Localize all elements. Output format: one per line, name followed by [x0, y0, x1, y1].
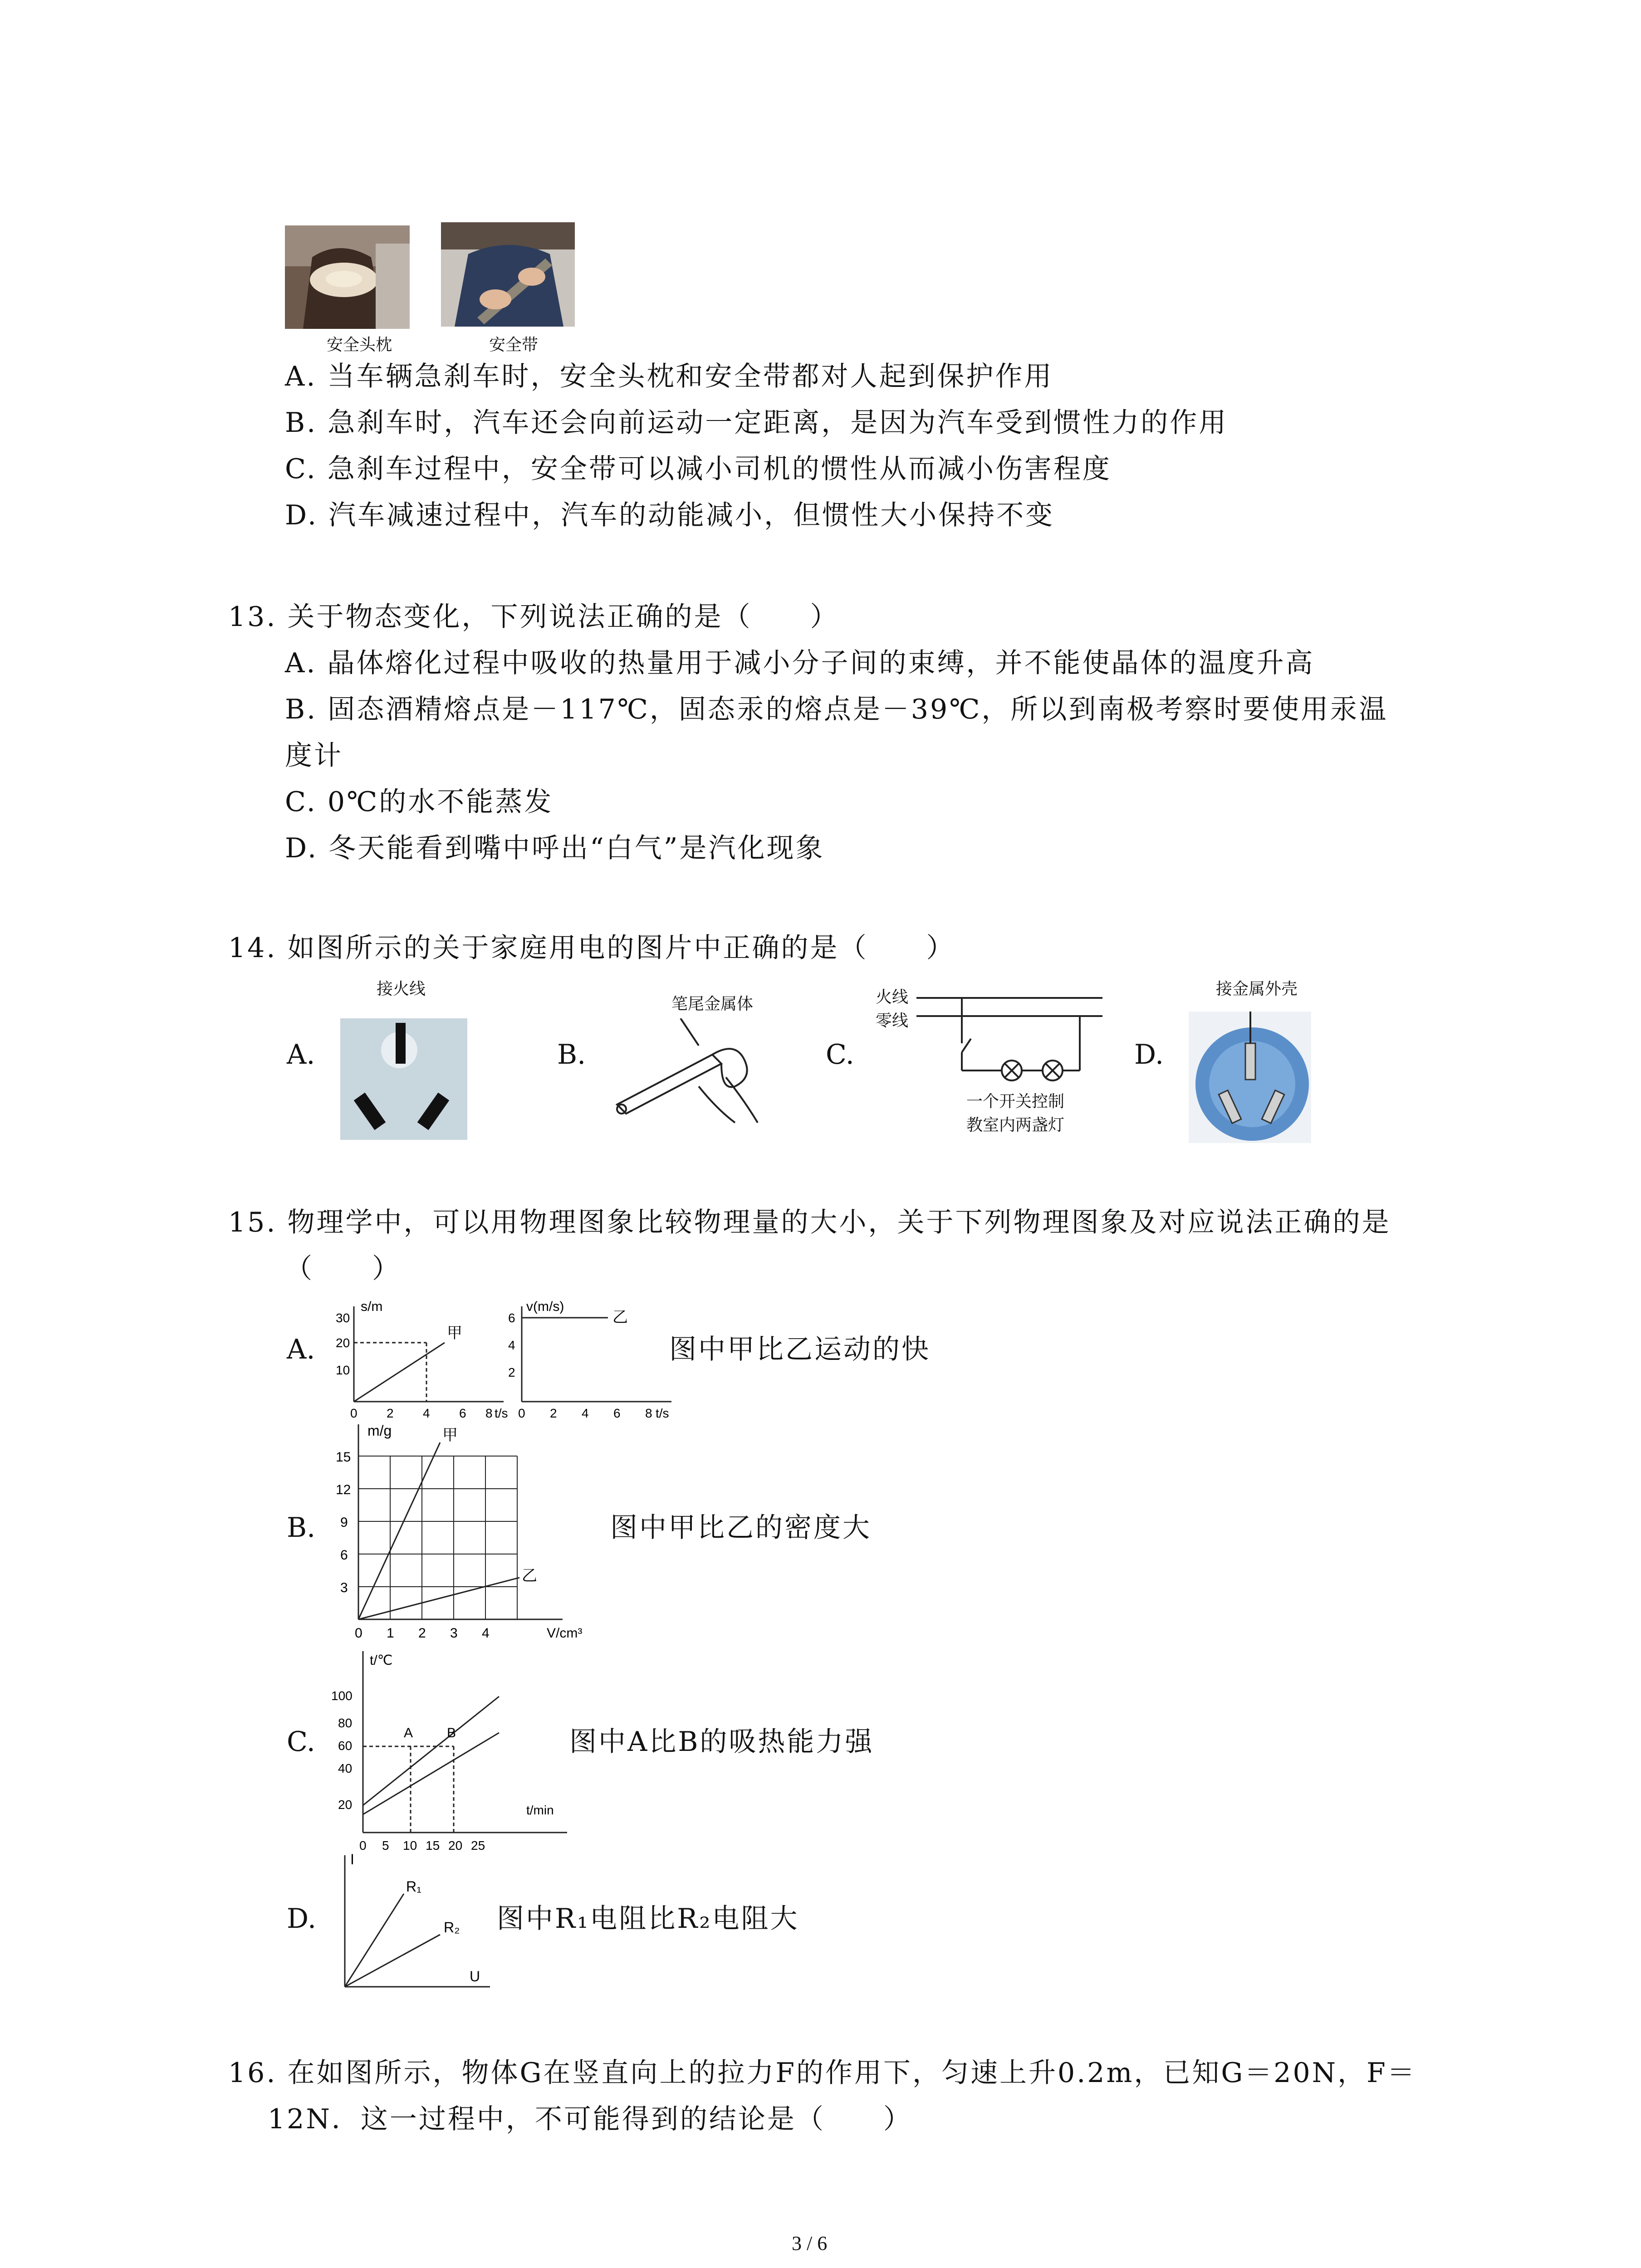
- q14-c-caption-1: 一个开关控制: [966, 1092, 1065, 1111]
- q15-c-series-b: B: [447, 1725, 456, 1740]
- q16-line-2: 12N．这一过程中，不可能得到的结论是（ ）: [268, 2103, 912, 2135]
- svg-text:0: 0: [355, 1626, 362, 1641]
- q15-a-label: A.: [287, 1334, 315, 1365]
- svg-text:8: 8: [645, 1406, 652, 1420]
- svg-text:6: 6: [340, 1548, 348, 1563]
- q14-d-caption: 接金属外壳: [1216, 980, 1298, 998]
- svg-text:10: 10: [403, 1838, 417, 1853]
- svg-text:80: 80: [338, 1716, 353, 1730]
- q15-b-text: 图中甲比乙的密度大: [610, 1512, 872, 1544]
- q15-stem: 15. 物理学中，可以用物理图象比较物理量的大小，关于下列物理图象及对应说法正确的是: [228, 1207, 1391, 1238]
- q13-option-d: D. 冬天能看到嘴中呼出“白气”是汽化现象: [285, 832, 825, 864]
- q15-b-ylabel: m/g: [367, 1422, 392, 1439]
- q15-c-ylabel: t/℃: [370, 1653, 393, 1668]
- q15-b-xlabel: V/cm³: [547, 1626, 583, 1641]
- svg-text:6: 6: [508, 1311, 515, 1325]
- q14-d-label: D.: [1134, 1039, 1164, 1070]
- svg-text:0: 0: [359, 1838, 367, 1853]
- q15-d-series1: R₁: [406, 1878, 421, 1895]
- q15-d-series2: R₂: [444, 1919, 460, 1936]
- svg-text:20: 20: [336, 1336, 350, 1350]
- svg-text:6: 6: [459, 1406, 466, 1420]
- svg-text:30: 30: [336, 1311, 350, 1325]
- q14-b-label: B.: [557, 1039, 586, 1070]
- q15-stem-cont: （ ）: [285, 1253, 401, 1285]
- q14-c-caption-2: 教室内两盏灯: [966, 1116, 1065, 1134]
- plug-photo: [1189, 1012, 1311, 1143]
- q15-a-graph-vt: [504, 1297, 681, 1420]
- q15-b-series2: 乙: [522, 1567, 537, 1584]
- q13-stem: 13. 关于物态变化，下列说法正确的是（ ）: [228, 601, 839, 633]
- q12-option-d: D. 汽车减速过程中，汽车的动能减小，但惯性大小保持不变: [285, 499, 1055, 531]
- q14-c-label: C.: [826, 1039, 854, 1070]
- q15-a1-series: 甲: [447, 1325, 462, 1342]
- svg-text:20: 20: [448, 1838, 463, 1853]
- svg-text:20: 20: [338, 1798, 353, 1812]
- q15-d-label: D.: [287, 1903, 317, 1935]
- svg-text:15: 15: [336, 1450, 351, 1465]
- q15-a2-xlabel: t/s: [656, 1406, 669, 1420]
- q15-d-xlabel: U: [470, 1968, 480, 1984]
- svg-text:1: 1: [387, 1626, 394, 1641]
- q15-b-label: B.: [287, 1512, 316, 1544]
- svg-text:4: 4: [423, 1406, 430, 1420]
- q15-c-text: 图中A比B的吸热能力强: [569, 1726, 874, 1758]
- q15-b-series1: 甲: [442, 1427, 458, 1444]
- q12-option-c: C. 急刹车过程中，安全带可以减小司机的惯性从而减小伤害程度: [285, 453, 1112, 485]
- q15-c-graph-tt: [331, 1647, 576, 1855]
- seatbelt-photo: [441, 222, 575, 327]
- q12-option-a: A. 当车辆急刹车时，安全头枕和安全带都对人起到保护作用: [285, 361, 1053, 392]
- svg-text:4: 4: [582, 1406, 589, 1420]
- q13-option-b: B. 固态酒精熔点是－117℃，固态汞的熔点是－39℃，所以到南极考察时要使用汞温: [285, 694, 1388, 725]
- svg-text:100: 100: [331, 1689, 353, 1703]
- q14-stem: 14. 如图所示的关于家庭用电的图片中正确的是（ ）: [228, 932, 955, 964]
- svg-text:0: 0: [350, 1406, 358, 1420]
- circuit-diagram: [916, 989, 1107, 1098]
- svg-text:15: 15: [426, 1838, 440, 1853]
- svg-text:2: 2: [508, 1365, 515, 1379]
- svg-text:8: 8: [485, 1406, 493, 1420]
- svg-text:40: 40: [338, 1761, 353, 1775]
- q15-d-graph-iu: [336, 1851, 499, 1996]
- q13-option-a: A. 晶体熔化过程中吸收的热量用于减小分子间的束缚，并不能使晶体的温度升高: [285, 647, 1315, 679]
- q15-d-text: 图中R₁电阻比R₂电阻大: [497, 1903, 799, 1935]
- svg-text:2: 2: [418, 1626, 426, 1641]
- svg-text:9: 9: [340, 1515, 348, 1530]
- svg-text:12: 12: [336, 1482, 351, 1497]
- q14-c-live-label: 火线: [876, 988, 909, 1007]
- q15-d-ylabel: I: [350, 1851, 354, 1867]
- q15-a-text: 图中甲比乙运动的快: [669, 1334, 931, 1365]
- svg-text:25: 25: [471, 1838, 485, 1853]
- svg-text:10: 10: [336, 1363, 350, 1377]
- q13-option-c: C. 0℃的水不能蒸发: [285, 786, 554, 818]
- q14-c-neutral-label: 零线: [876, 1012, 909, 1030]
- seatbelt-caption: 安全带: [489, 336, 539, 354]
- q14-b-caption: 笔尾金属体: [671, 995, 754, 1013]
- q15-c-label: C.: [287, 1726, 315, 1758]
- q15-a2-ylabel: v(m/s): [526, 1299, 564, 1314]
- q14-a-caption: 接火线: [377, 980, 426, 998]
- headrest-photo: [285, 225, 410, 329]
- svg-text:4: 4: [482, 1626, 490, 1641]
- svg-text:60: 60: [338, 1739, 353, 1753]
- svg-text:3: 3: [450, 1626, 458, 1641]
- svg-text:6: 6: [613, 1406, 621, 1420]
- q12-option-b: B. 急刹车时，汽车还会向前运动一定距离，是因为汽车受到惯性力的作用: [285, 407, 1228, 439]
- q15-c-series-a: A: [404, 1725, 413, 1740]
- svg-text:3: 3: [340, 1580, 348, 1595]
- page-number: 3 / 6: [792, 2232, 828, 2254]
- svg-text:5: 5: [382, 1838, 389, 1853]
- q15-b-graph-mv: [331, 1420, 612, 1642]
- svg-text:4: 4: [508, 1338, 515, 1352]
- q15-a1-xlabel: t/s: [495, 1406, 508, 1420]
- socket-photo: [340, 1018, 467, 1140]
- q15-a1-ylabel: s/m: [361, 1299, 383, 1314]
- q15-c-xlabel: t/min: [526, 1803, 554, 1817]
- svg-text:2: 2: [550, 1406, 557, 1420]
- q15-a-graph-st: [336, 1297, 513, 1420]
- svg-text:2: 2: [387, 1406, 394, 1420]
- headrest-caption: 安全头枕: [327, 336, 392, 354]
- q15-a2-series: 乙: [612, 1309, 628, 1326]
- q14-a-label: A.: [287, 1039, 315, 1070]
- svg-text:0: 0: [518, 1406, 525, 1420]
- q16-line-1: 16. 在如图所示，物体G在竖直向上的拉力F的作用下，匀速上升0.2m，已知G＝20N，F＝: [228, 2057, 1416, 2089]
- test-pen-drawing: [608, 1018, 762, 1127]
- q13-option-b-cont: 度计: [285, 740, 343, 772]
